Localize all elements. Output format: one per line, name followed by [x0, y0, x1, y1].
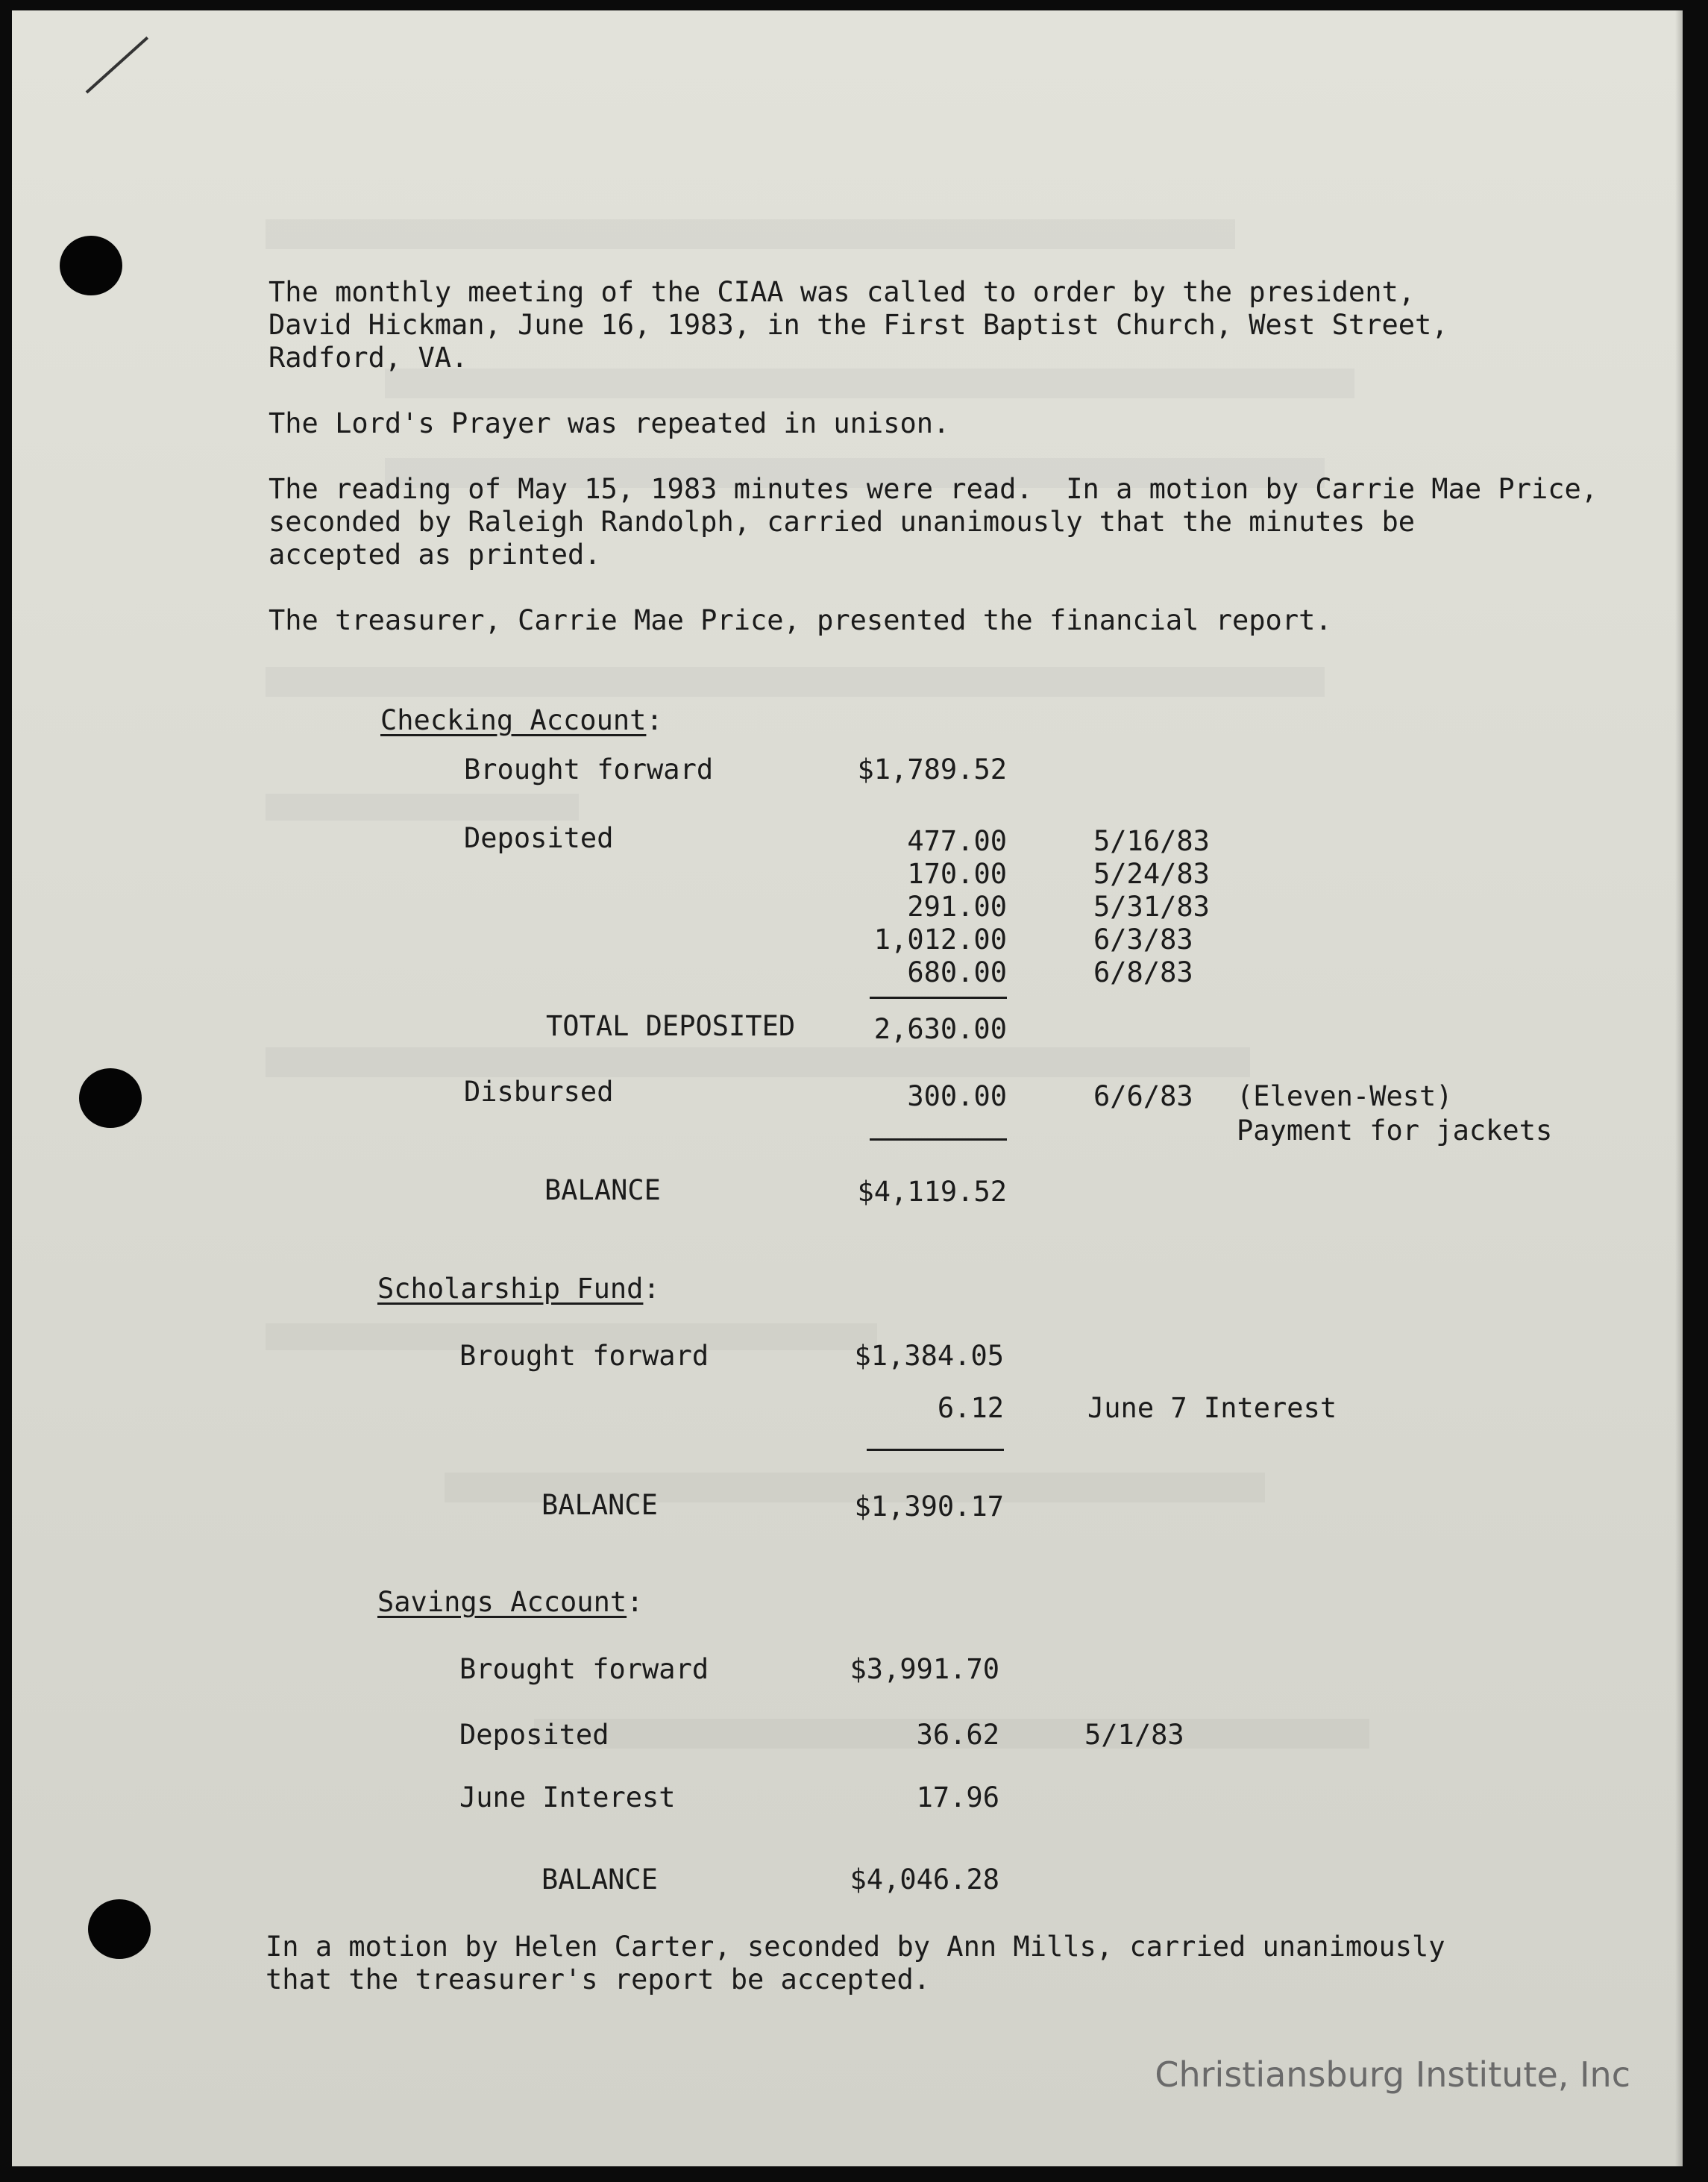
- checking-deposit-date: 5/16/83: [1093, 825, 1210, 857]
- treasurer-paragraph: The treasurer, Carrie Mae Price, presented the financial report.: [269, 604, 1332, 636]
- prayer-paragraph: The Lord's Prayer was repeated in unison.: [269, 407, 950, 439]
- scholarship-interest-label: June 7 Interest: [1087, 1392, 1337, 1424]
- checking-deposit-date: 5/31/83: [1093, 891, 1210, 923]
- checking-account-heading: Checking Account:: [380, 704, 663, 736]
- disbursed-date: 6/6/83: [1093, 1080, 1193, 1112]
- call-to-order-paragraph: The monthly meeting of the CIAA was called to order by the president, David Hickman, June 16, 1983, in the First Baptist Church, West Street, Radford, VA.: [269, 276, 1448, 374]
- checking-deposit-date: 6/3/83: [1093, 924, 1193, 956]
- checking-deposit-date: 6/8/83: [1093, 956, 1193, 988]
- checking-balance-label: BALANCE: [544, 1174, 661, 1206]
- checking-deposited-label: Deposited: [464, 822, 614, 854]
- scholarship-brought-forward-amount: $1,384.05: [854, 1340, 1004, 1372]
- checking-deposit-amount: 1,012.00: [873, 924, 1007, 956]
- document-page: [12, 10, 1683, 2166]
- scholarship-balance-amount: $1,390.17: [854, 1490, 1004, 1523]
- checking-deposit-amount: 170.00: [907, 858, 1007, 890]
- minutes-text: [12, 10, 1683, 2166]
- total-deposited-amount: 2,630.00: [873, 1013, 1007, 1045]
- savings-interest-label: June Interest: [459, 1781, 676, 1813]
- disbursed-note: Payment for jackets: [1237, 1114, 1553, 1147]
- disbursed-label: Disbursed: [464, 1076, 614, 1108]
- disbursed-note: (Eleven-West): [1237, 1080, 1453, 1112]
- checking-deposit-amount: 291.00: [907, 891, 1007, 923]
- closing-motion-paragraph: In a motion by Helen Carter, seconded by Ann Mills, carried unanimously that the treasurer's report be accepted.: [266, 1931, 1445, 1996]
- sum-rule: [870, 1138, 1007, 1141]
- savings-deposited-date: 5/1/83: [1084, 1719, 1184, 1751]
- checking-balance-amount: $4,119.52: [857, 1176, 1007, 1208]
- savings-brought-forward-amount: $3,991.70: [850, 1653, 999, 1685]
- savings-deposited-label: Deposited: [459, 1719, 609, 1751]
- savings-brought-forward-label: Brought forward: [459, 1653, 709, 1685]
- archive-watermark: Christiansburg Institute, Inc: [1155, 2054, 1630, 2095]
- scholarship-balance-label: BALANCE: [541, 1489, 658, 1521]
- scholarship-interest-amount: 6.12: [937, 1392, 1004, 1424]
- savings-account-heading: Savings Account:: [377, 1586, 644, 1618]
- scholarship-brought-forward-label: Brought forward: [459, 1340, 709, 1372]
- sum-rule: [870, 997, 1007, 999]
- sum-rule: [867, 1449, 1004, 1451]
- total-deposited-label: TOTAL DEPOSITED: [546, 1010, 796, 1042]
- checking-deposit-amount: 680.00: [907, 956, 1007, 988]
- checking-deposit-amount: 477.00: [907, 825, 1007, 857]
- savings-balance-label: BALANCE: [541, 1863, 658, 1896]
- minutes-paragraph: The reading of May 15, 1983 minutes were read. In a motion by Carrie Mae Price, seconded by Raleigh Randolph, carried unanimously that the minutes be accepted as printed.: [269, 473, 1598, 571]
- checking-deposit-date: 5/24/83: [1093, 858, 1210, 890]
- disbursed-amount: 300.00: [907, 1080, 1007, 1112]
- savings-deposited-amount: 36.62: [916, 1719, 999, 1751]
- savings-balance-amount: $4,046.28: [850, 1863, 999, 1896]
- checking-brought-forward-amount: $1,789.52: [857, 753, 1007, 786]
- savings-interest-amount: 17.96: [916, 1781, 999, 1813]
- checking-brought-forward-label: Brought forward: [464, 753, 714, 786]
- scholarship-fund-heading: Scholarship Fund:: [377, 1273, 660, 1305]
